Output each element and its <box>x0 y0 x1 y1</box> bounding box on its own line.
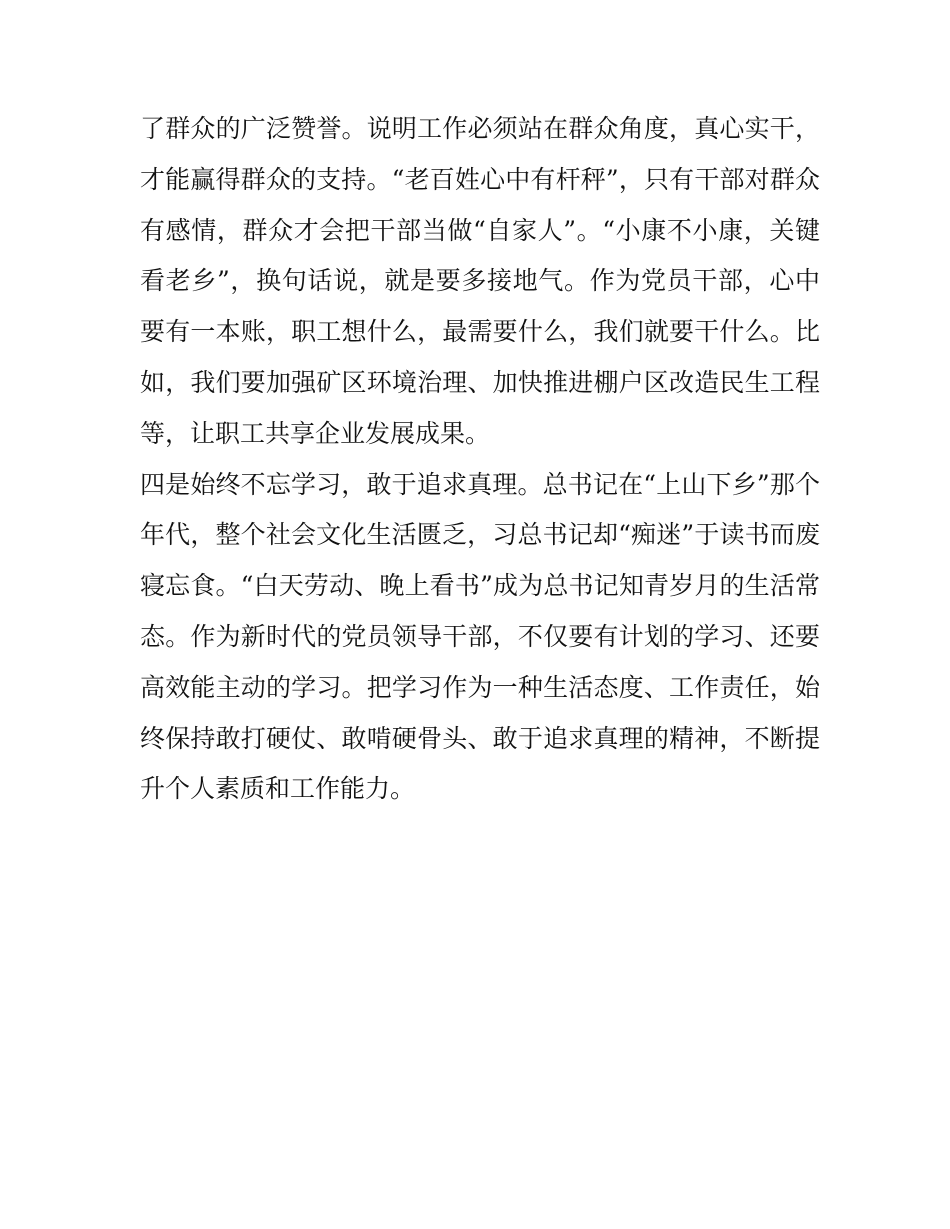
text-line: 态。作为新时代的党员领导干部，不仅要有计划的学习、还要 <box>140 621 820 651</box>
text-line: 看老乡”，换句话说，就是要多接地气。作为党员干部，心中 <box>140 266 820 296</box>
body-text <box>140 104 820 815</box>
text-line: 了群众的广泛赞誉。说明工作必须站在群众角度，真心实干， <box>140 114 820 143</box>
text-line: 才能赢得群众的支持。“老百姓心中有杆秤”，只有干部对群众 <box>140 164 820 194</box>
text-line: 四是始终不忘学习，敢于追求真理。总书记在“上山下乡”那个 <box>140 469 820 499</box>
text-line: 等，让职工共享企业发展成果。 <box>140 418 491 448</box>
text-line: 要有一本账，职工想什么，最需要什么，我们就要干什么。比 <box>140 317 820 347</box>
paragraph-2 <box>140 460 820 816</box>
text-line: 寝忘食。“白天劳动、晚上看书”成为总书记知青岁月的生活常 <box>140 571 820 601</box>
text-line: 有感情，群众才会把干部当做“自家人”。“小康不小康，关键 <box>140 215 820 245</box>
text-line: 如，我们要加强矿区环境治理、加快推进棚户区改造民生工程 <box>140 367 820 397</box>
paragraph-1 <box>140 104 820 460</box>
text-line: 年代，整个社会文化生活匮乏，习总书记却“痴迷”于读书而废 <box>140 520 820 550</box>
text-line: 升个人素质和工作能力。 <box>140 774 416 804</box>
text-line: 高效能主动的学习。把学习作为一种生活态度、工作责任，始 <box>140 672 820 702</box>
text-line: 终保持敢打硬仗、敢啃硬骨头、敢于追求真理的精神，不断提 <box>140 723 820 753</box>
